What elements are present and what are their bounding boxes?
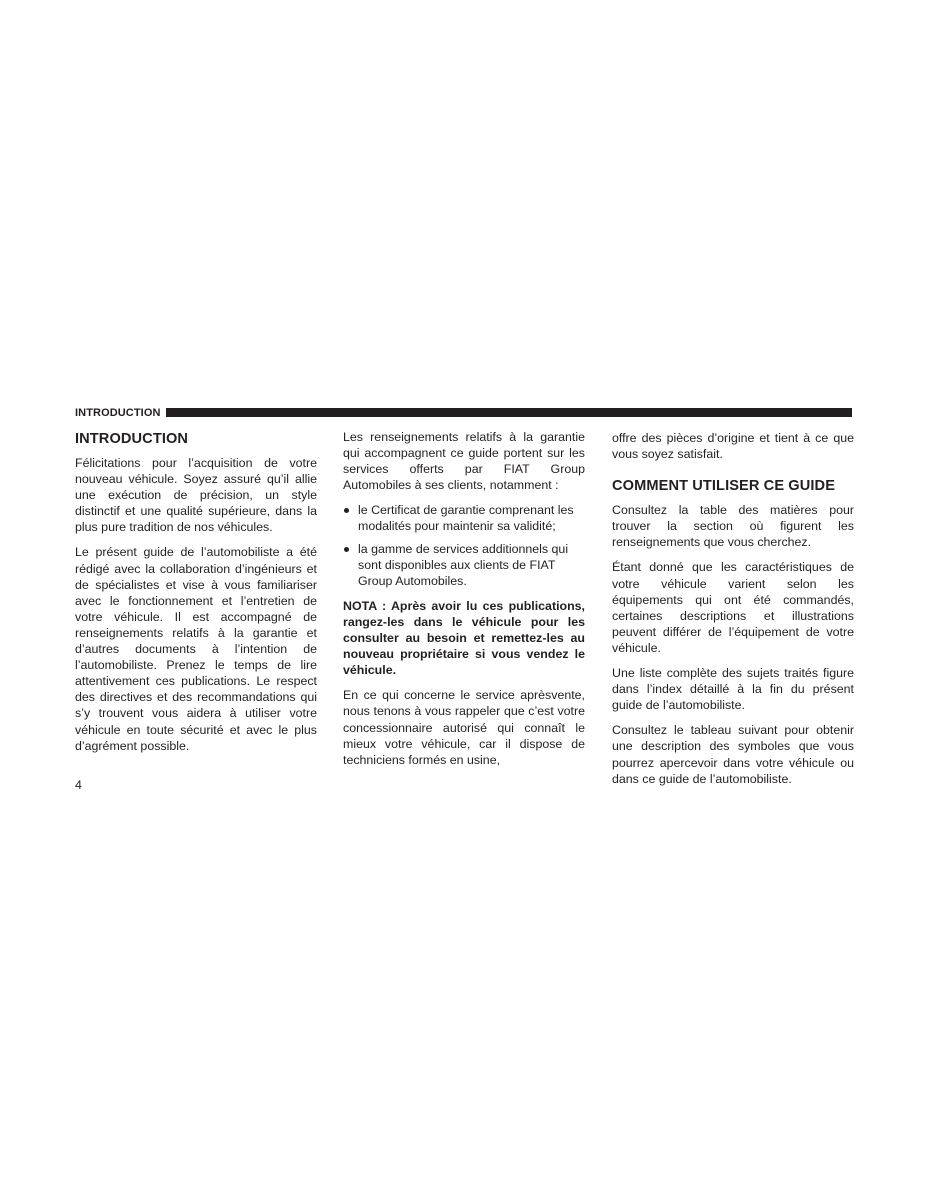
paragraph: Le présent guide de l’automobiliste a été rédigé avec la collaboration d’ingénieurs et de spécialistes et vise à vous familiariser avec le fonctionnement et l’entretien de votre véhicule. Il est accompagné de renseignements relatifs à la garantie et d’autres documents à l’intention de l’automobiliste. Prenez le temps de lire attentivement ces publications. Le respect des directives et des recommandations qui s’y trouvent vous aidera à utiliser votre véhicule en toute sécurité et avec le plus d’agrément possible. [75, 545, 317, 753]
column-1 [75, 430, 317, 763]
bullet-icon [344, 547, 349, 552]
list-item-text: la gamme de services additionnels qui sont disponibles aux clients de FIAT Group Automobiles. [358, 541, 569, 588]
paragraph: offre des pièces d’origine et tient à ce que vous soyez satisfait. [612, 431, 854, 462]
bullet-icon [344, 508, 349, 513]
paragraph: En ce qui concerne le service aprèsvente, nous tenons à vous rappeler que c’est votre concessionnaire autorisé qui connaît le mieux votre véhicule, car il dispose de techniciens formés en usine, [343, 688, 585, 767]
section-title-introduction: INTRODUCTION [75, 431, 189, 447]
bullet-list [343, 502, 585, 588]
column-2 [343, 429, 585, 777]
running-header [75, 406, 852, 419]
list-item [343, 502, 585, 534]
section-title-comment-utiliser: COMMENT UTILISER CE GUIDE [612, 478, 836, 495]
list-item-text: le Certificat de garantie comprenant les modalités pour maintenir sa validité; [358, 503, 574, 534]
paragraph: Félicitations pour l’acquisition de votre nouveau véhicule. Soyez assuré qu’il allie une exécution de précision, un style distinctif et une qualité supérieure, dans la plus pure tradition de nos véhicules. [75, 456, 317, 535]
column-3 [612, 430, 854, 796]
page-number: 4 [75, 778, 82, 792]
paragraph: Une liste complète des sujets traités figure dans l’index détaillé à la fin du présent guide de l’automobiliste. [612, 666, 854, 713]
header-label: INTRODUCTION [75, 406, 161, 419]
header-rule [166, 408, 852, 417]
list-item [343, 541, 585, 589]
paragraph: Les renseignements relatifs à la garantie qui accompagnent ce guide portent sur les services offerts par FIAT Group Automobiles à ses clients, notamment : [343, 430, 585, 493]
paragraph: Consultez le tableau suivant pour obtenir une description des symboles que vous pourrez apercevoir dans votre véhicule ou dans ce guide de l’automobiliste. [612, 723, 854, 786]
paragraph: Étant donné que les caractéristiques de votre véhicule varient selon les équipements qui ont été commandés, certaines descriptions et illustrations peuvent différer de l’équipement de votre véhicule. [612, 560, 854, 655]
paragraph: Consultez la table des matières pour trouver la section où figurent les renseignements que vous cherchez. [612, 503, 854, 550]
note-paragraph: NOTA : Après avoir lu ces publications, rangez-les dans le véhicule pour les consulter au besoin et remettez-les au nouveau propriétaire si vous vendez le véhicule. [343, 598, 585, 678]
